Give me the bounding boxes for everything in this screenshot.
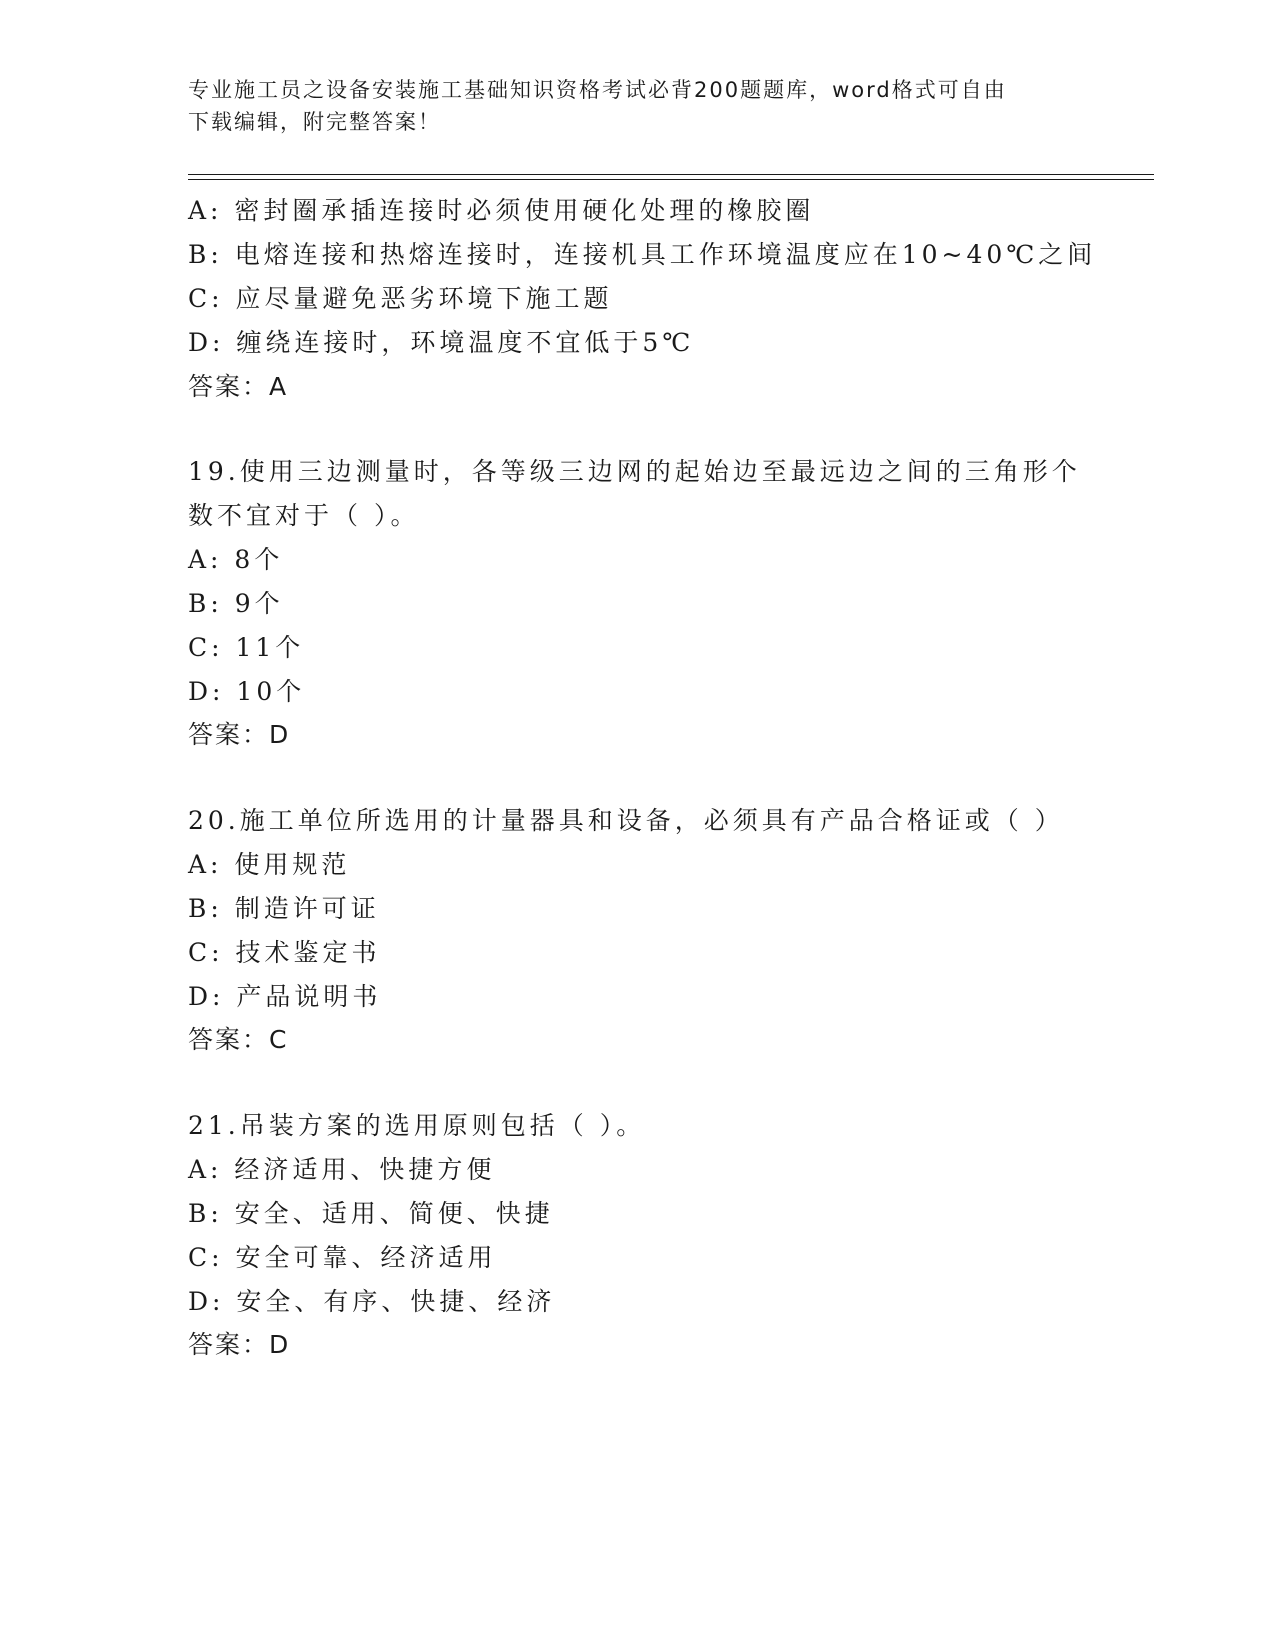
q21-option-d: D: 安全、有序、快捷、经济: [188, 1287, 556, 1316]
q20-stem-line-1: 20.施工单位所选用的计量器具和设备，必须具有产品合格证或（ ）: [188, 806, 1064, 835]
q19-stem-line-1: 19.使用三边测量时，各等级三边网的起始边至最远边之间的三角形个: [188, 457, 1081, 486]
q18-answer: 答案：A: [188, 372, 289, 401]
q18-option-b: B: 电熔连接和热熔连接时，连接机具工作环境温度应在10~40℃之间: [188, 240, 1097, 269]
q19-option-d: D: 10个: [188, 677, 306, 706]
q18-option-a: A: 密封圈承插连接时必须使用硬化处理的橡胶圈: [188, 196, 815, 225]
q20-option-b: B: 制造许可证: [188, 894, 380, 923]
q20-answer: 答案：C: [188, 1025, 289, 1054]
header-line-2: 下载编辑，附完整答案！: [188, 110, 441, 134]
q18-option-d: D: 缠绕连接时，环境温度不宜低于5℃: [188, 328, 695, 357]
header-line-1: 专业施工员之设备安装施工基础知识资格考试必背200题题库，word格式可自由: [188, 78, 1007, 102]
document-header: [188, 74, 1068, 138]
header-rule-bottom: [188, 179, 1154, 180]
q19-option-c: C: 11个: [188, 633, 305, 662]
q19-answer: 答案：D: [188, 720, 291, 749]
q19-option-a: A: 8个: [188, 545, 284, 574]
q19-stem-line-2: 数不宜对于（ ）。: [188, 501, 420, 530]
q21-option-c: C: 安全可靠、经济适用: [188, 1243, 497, 1272]
q21-stem-line-1: 21.吊装方案的选用原则包括（ ）。: [188, 1111, 646, 1140]
q19-option-b: B: 9个: [188, 589, 284, 618]
q20-option-a: A: 使用规范: [188, 850, 351, 879]
q21-answer: 答案：D: [188, 1330, 291, 1359]
header-rule-top: [188, 174, 1154, 175]
q21-option-a: A: 经济适用、快捷方便: [188, 1155, 496, 1184]
q20-option-c: C: 技术鉴定书: [188, 938, 381, 967]
q18-option-c: C: 应尽量避免恶劣环境下施工题: [188, 284, 613, 313]
q21-option-b: B: 安全、适用、简便、快捷: [188, 1199, 554, 1228]
q20-option-d: D: 产品说明书: [188, 982, 382, 1011]
